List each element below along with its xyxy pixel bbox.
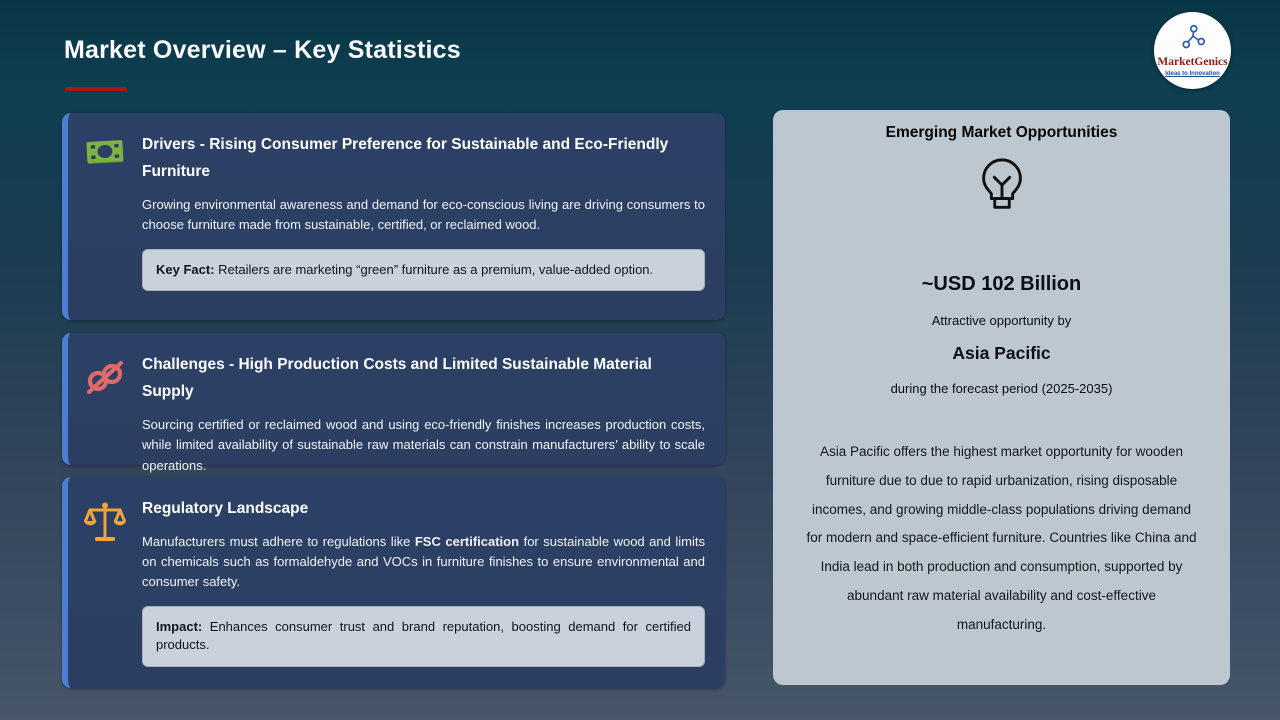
callout-label: Impact: bbox=[156, 618, 203, 634]
logo-tagline: Ideas to Innovation bbox=[1165, 70, 1220, 77]
logo-name: MarketGenics bbox=[1157, 56, 1228, 69]
callout-text: Retailers are marketing “green” furniture as a premium, value-added option. bbox=[214, 261, 654, 277]
opportunity-period: during the forecast period (2025-2035) bbox=[890, 381, 1113, 396]
card-challenges bbox=[62, 333, 725, 473]
callout-text: Enhances consumer trust and brand reputation, boosting demand for certified products. bbox=[156, 618, 691, 653]
money-banknote-icon bbox=[84, 135, 126, 304]
page-title: Market Overview – Key Statistics bbox=[64, 36, 461, 64]
emerging-opportunities-panel bbox=[773, 110, 1230, 685]
card-title-challenges: Challenges - High Production Costs and Limited Sustainable Material Supply bbox=[142, 356, 652, 401]
card-title-regulatory: Regulatory Landscape bbox=[142, 500, 309, 517]
title-underline bbox=[65, 87, 127, 91]
scales-of-justice-icon bbox=[83, 499, 127, 672]
opportunity-description: Asia Pacific offers the highest market opportunity for wooden furniture due to due to rapid urbanization, rising disposable incomes, and growing middle-class populations driving demand for modern and space-efficient furniture. Countries like China and India lead in both production and consumption, supported by abundant raw material availability and cost-effective manufacturing. bbox=[806, 444, 1197, 632]
broken-link-icon bbox=[83, 355, 127, 449]
key-fact-callout bbox=[142, 249, 705, 292]
impact-callout bbox=[142, 606, 705, 668]
card-drivers bbox=[62, 113, 725, 320]
card-body-regulatory: Manufacturers must adhere to regulations like FSC certification for sustainable wood and limits on chemicals such as formaldehyde and VOCs in furniture finishes to ensure environmental and consumer safety. bbox=[142, 534, 706, 590]
card-title-drivers: Drivers - Rising Consumer Preference for Sustainable and Eco-Friendly Furniture bbox=[142, 136, 669, 181]
molecule-network-icon bbox=[1178, 24, 1208, 55]
company-logo bbox=[1154, 12, 1231, 89]
panel-header: Emerging Market Opportunities bbox=[885, 124, 1118, 141]
card-body-drivers: Growing environmental awareness and demand for eco-conscious living are driving consumers to choose furniture made from sustainable, certified, or reclaimed wood. bbox=[142, 197, 705, 233]
opportunity-region: Asia Pacific bbox=[952, 343, 1051, 363]
card-body-challenges: Sourcing certified or reclaimed wood and using eco-friendly finishes increases production costs, while limited availability of sustainable raw materials can constrain manufacturers’ ability to scale operations. bbox=[142, 417, 705, 473]
opportunity-subtitle: Attractive opportunity by bbox=[931, 313, 1072, 328]
opportunity-value: ~USD 102 Billion bbox=[921, 273, 1082, 295]
card-regulatory bbox=[62, 477, 725, 688]
lightbulb-icon bbox=[803, 156, 1200, 221]
callout-label: Key Fact: bbox=[156, 261, 215, 277]
